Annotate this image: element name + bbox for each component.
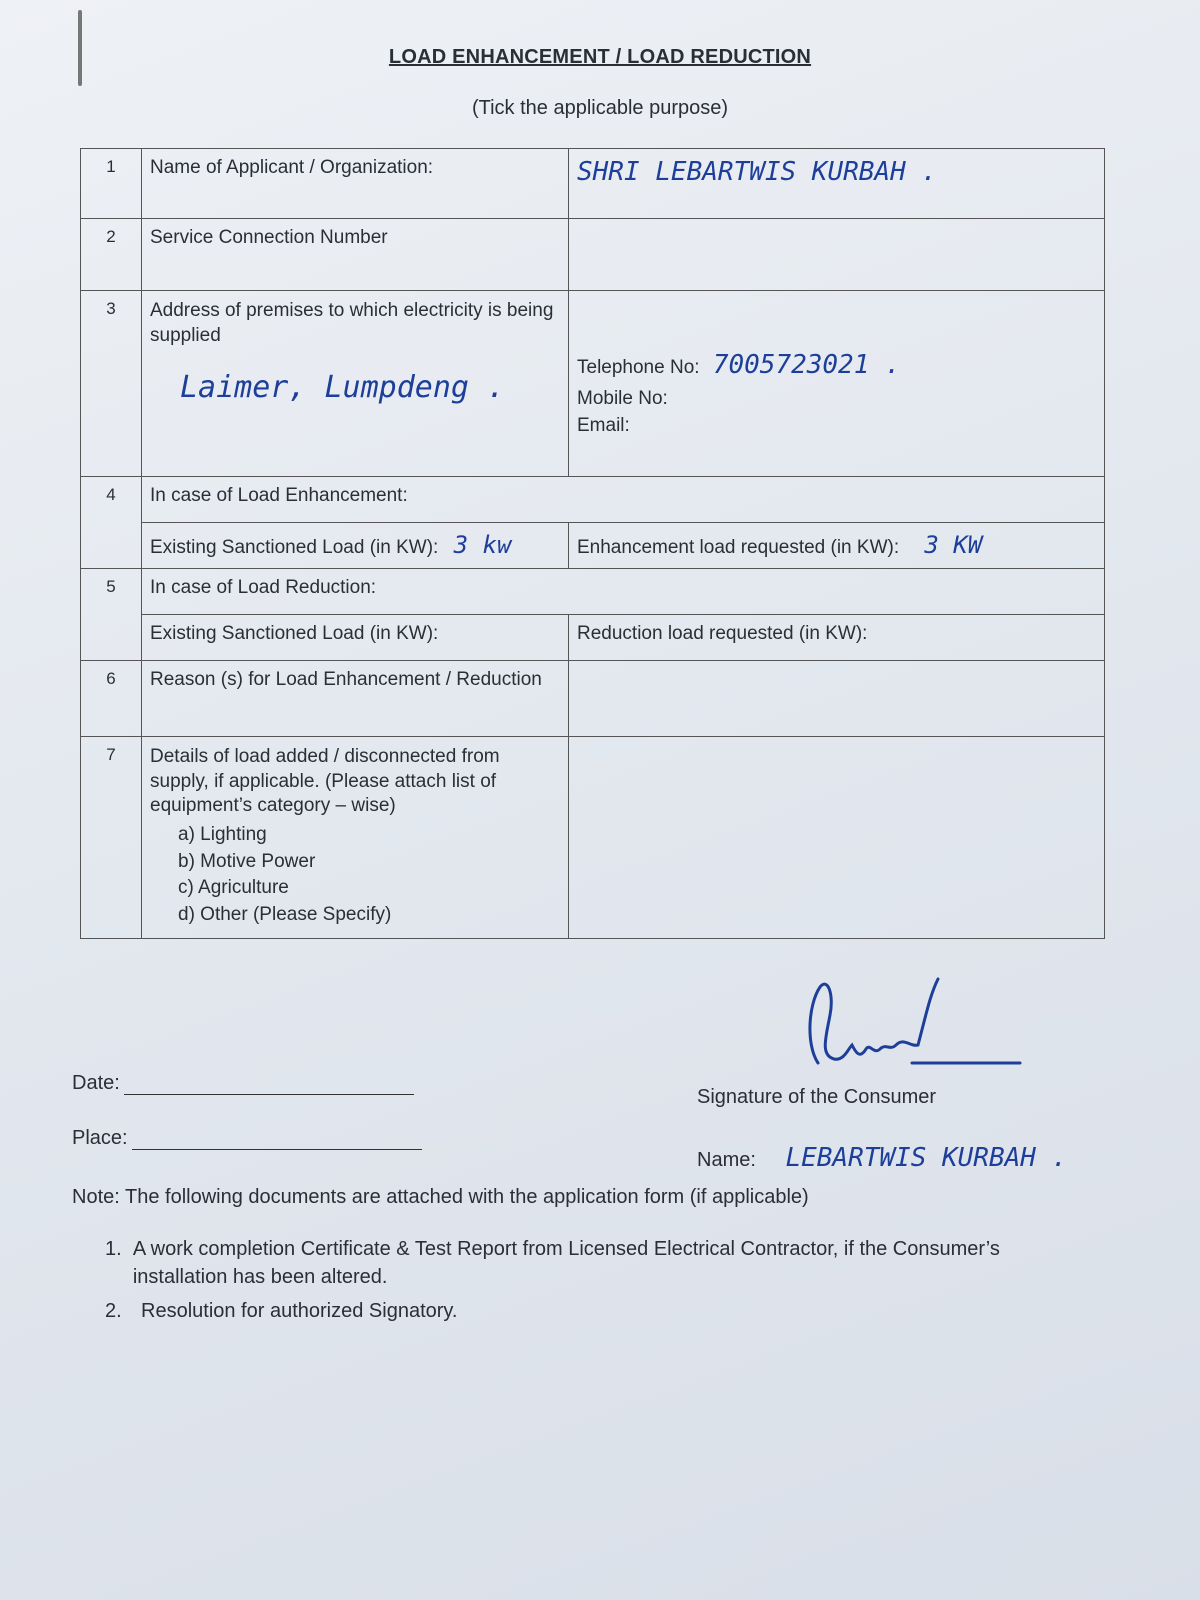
list-item [105, 1297, 1005, 1325]
row-number: 5 [81, 569, 142, 661]
service-connection-value[interactable] [569, 219, 1105, 291]
table-row [81, 661, 1105, 737]
enhancement-load-cell [569, 523, 1105, 569]
consumer-signature [800, 975, 1040, 1075]
reduction-existing-label[interactable]: Existing Sanctioned Load (in KW): [142, 615, 569, 661]
reason-label: Reason (s) for Load Enhancement / Reduction [142, 661, 569, 737]
existing-load-value[interactable]: 3 kw [453, 531, 512, 559]
attachment-list [105, 1235, 1005, 1331]
place-field [72, 1127, 422, 1150]
list-text: Resolution for authorized Signatory. [141, 1300, 458, 1322]
signature-label: Signature of the Consumer [697, 1086, 937, 1108]
load-enhancement-heading: In case of Load Enhancement: [142, 477, 1105, 523]
row-number: 2 [81, 219, 142, 291]
form-title: LOAD ENHANCEMENT / LOAD REDUCTION [388, 46, 812, 68]
table-row [81, 477, 1105, 523]
date-label: Date: [72, 1072, 120, 1094]
name-field [697, 1143, 1067, 1173]
list-item: c) Agriculture [178, 877, 289, 899]
place-label: Place: [72, 1127, 128, 1149]
list-number: 2. [105, 1300, 122, 1322]
row-number: 7 [81, 737, 142, 939]
list-text: A work completion Certificate & Test Report from Licensed Electrical Contractor, if the Consumer’s installation has been altered. [132, 1238, 1000, 1288]
load-details-cell [142, 737, 569, 939]
service-connection-label: Service Connection Number [142, 219, 569, 291]
existing-load-cell [142, 523, 569, 569]
applicant-name-label: Name of Applicant / Organization: [142, 149, 569, 219]
list-number: 1. [105, 1238, 122, 1260]
email-label[interactable]: Email: [577, 415, 630, 437]
date-field [72, 1072, 414, 1095]
load-category-list [178, 823, 560, 928]
row-number: 3 [81, 291, 142, 477]
mobile-label[interactable]: Mobile No: [577, 387, 668, 409]
row-number: 4 [81, 477, 142, 569]
load-details-label: Details of load added / disconnected from supply, if applicable. (Please attach list of equipment’s category – wise) [150, 746, 500, 817]
application-table [80, 148, 1105, 939]
table-row [81, 569, 1105, 615]
telephone-label: Telephone No: [577, 357, 700, 379]
name-value[interactable]: LEBARTWIS KURBAH . [785, 1143, 1068, 1173]
load-reduction-heading: In case of Load Reduction: [142, 569, 1105, 615]
table-row [81, 149, 1105, 219]
contact-cell [569, 291, 1105, 477]
row-number: 1 [81, 149, 142, 219]
list-item: d) Other (Please Specify) [178, 904, 392, 926]
form-subtitle: (Tick the applicable purpose) [471, 97, 729, 119]
enhancement-load-value[interactable]: 3 KW [924, 531, 983, 559]
applicant-name-value[interactable]: SHRI LEBARTWIS KURBAH . [569, 149, 1105, 219]
list-item: a) Lighting [178, 824, 267, 846]
name-label: Name: [697, 1149, 756, 1171]
address-cell [142, 291, 569, 477]
address-label: Address of premises to which electricity is being supplied [150, 300, 554, 346]
existing-load-label: Existing Sanctioned Load (in KW): [150, 537, 439, 558]
date-line[interactable] [124, 1076, 414, 1095]
table-row [81, 291, 1105, 477]
table-row [81, 737, 1105, 939]
table-row [81, 219, 1105, 291]
reason-value[interactable] [569, 661, 1105, 737]
table-row [81, 523, 1105, 569]
load-details-value[interactable] [569, 737, 1105, 939]
list-item [105, 1235, 1005, 1291]
row-number: 6 [81, 661, 142, 737]
reduction-requested-label[interactable]: Reduction load requested (in KW): [569, 615, 1105, 661]
attachment-note: Note: The following documents are attached with the application form (if applicable) [72, 1186, 809, 1208]
address-value[interactable]: Laimer, Lumpdeng . [180, 370, 506, 406]
telephone-value[interactable]: 7005723021 . [712, 350, 901, 381]
list-item: b) Motive Power [178, 850, 316, 872]
place-line[interactable] [132, 1131, 422, 1150]
table-row [81, 615, 1105, 661]
enhancement-load-label: Enhancement load requested (in KW): [577, 537, 900, 558]
